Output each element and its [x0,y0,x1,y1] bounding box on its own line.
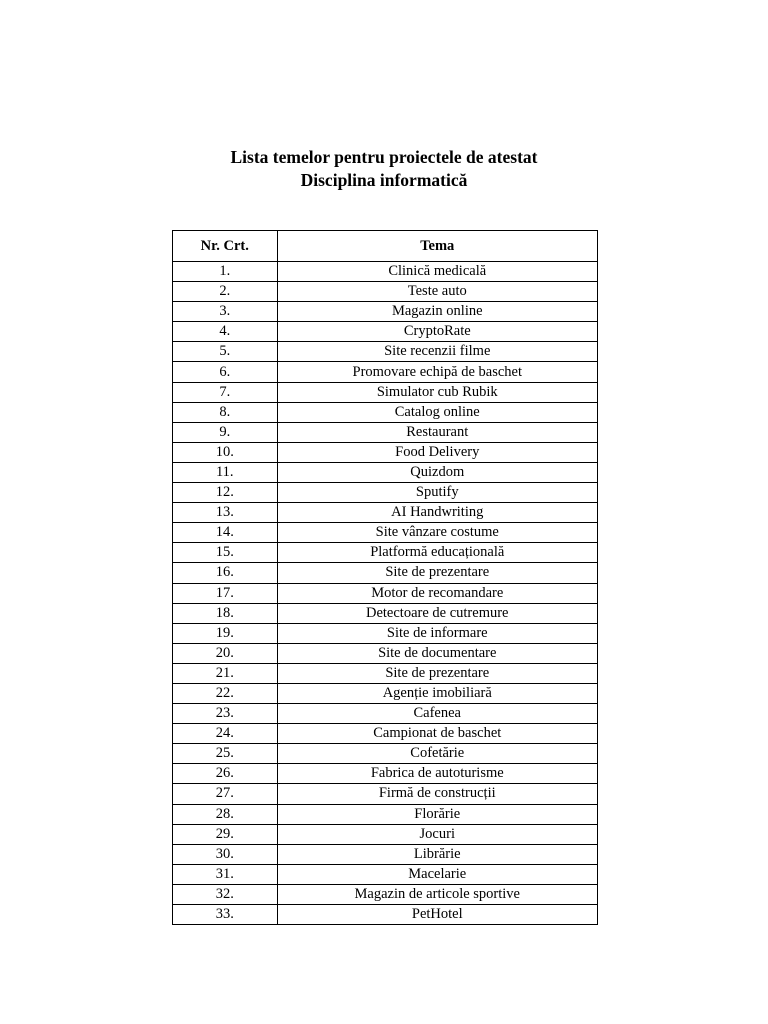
row-number: 9. [173,422,278,442]
table-row [173,442,598,462]
table-row [173,764,598,784]
row-topic: Site recenzii filme [277,342,597,362]
row-topic: Platformă educațională [277,543,597,563]
row-topic: Jocuri [277,824,597,844]
table-row [173,382,598,402]
row-topic: Agenție imobiliară [277,683,597,703]
row-number: 16. [173,563,278,583]
row-number: 20. [173,643,278,663]
row-number: 26. [173,764,278,784]
row-number: 5. [173,342,278,362]
table-row [173,884,598,904]
row-topic: Catalog online [277,402,597,422]
row-number: 33. [173,905,278,925]
table-row [173,683,598,703]
table-row [173,905,598,925]
table-row [173,422,598,442]
row-topic: PetHotel [277,905,597,925]
title-line-2: Disciplina informatică [300,170,468,190]
row-topic: Detectoare de cutremure [277,603,597,623]
row-topic: Clinică medicală [277,262,597,282]
row-number: 25. [173,744,278,764]
row-number: 6. [173,362,278,382]
title-line-1: Lista temelor pentru proiectele de atestat [230,147,538,167]
table-row [173,864,598,884]
table-row [173,503,598,523]
row-number: 18. [173,603,278,623]
row-topic: Florărie [277,804,597,824]
row-topic: Site de informare [277,623,597,643]
row-topic: Firmă de construcții [277,784,597,804]
row-topic: Site de documentare [277,643,597,663]
table-row [173,744,598,764]
table-body [173,262,598,925]
table-row [173,462,598,482]
row-number: 19. [173,623,278,643]
table-row [173,583,598,603]
table-row [173,302,598,322]
row-number: 21. [173,663,278,683]
table-row [173,402,598,422]
row-number: 17. [173,583,278,603]
row-number: 3. [173,302,278,322]
table-row [173,362,598,382]
row-topic: Cafenea [277,704,597,724]
row-number: 14. [173,523,278,543]
row-number: 29. [173,824,278,844]
row-number: 12. [173,483,278,503]
row-topic: Promovare echipă de baschet [277,362,597,382]
row-topic: Site de prezentare [277,663,597,683]
row-topic: Magazin online [277,302,597,322]
row-number: 28. [173,804,278,824]
row-topic: AI Handwriting [277,503,597,523]
row-topic: Librărie [277,844,597,864]
table-header [173,231,598,262]
table-row [173,623,598,643]
row-topic: Cofetărie [277,744,597,764]
row-number: 11. [173,462,278,482]
row-topic: Motor de recomandare [277,583,597,603]
row-topic: Teste auto [277,282,597,302]
row-topic: Sputify [277,483,597,503]
row-number: 1. [173,262,278,282]
row-number: 32. [173,884,278,904]
row-topic: Restaurant [277,422,597,442]
table-row [173,643,598,663]
table-row [173,844,598,864]
table-row [173,262,598,282]
row-topic: Site vânzare costume [277,523,597,543]
row-topic: CryptoRate [277,322,597,342]
table-row [173,724,598,744]
header-nr-crt: Nr. Crt. [173,231,278,262]
row-topic: Macelarie [277,864,597,884]
row-topic: Site de prezentare [277,563,597,583]
table-row [173,282,598,302]
row-topic: Magazin de articole sportive [277,884,597,904]
table-row [173,704,598,724]
table-row [173,824,598,844]
row-number: 23. [173,704,278,724]
row-number: 31. [173,864,278,884]
row-number: 7. [173,382,278,402]
row-number: 27. [173,784,278,804]
table-row [173,784,598,804]
row-topic: Food Delivery [277,442,597,462]
topics-table [172,230,598,925]
table-row [173,603,598,623]
row-number: 15. [173,543,278,563]
table-row [173,523,598,543]
row-number: 2. [173,282,278,302]
table-row [173,342,598,362]
table-row [173,483,598,503]
table-row [173,804,598,824]
row-topic: Quizdom [277,462,597,482]
row-number: 13. [173,503,278,523]
row-number: 22. [173,683,278,703]
document-title [0,146,768,192]
table-row [173,563,598,583]
table-row [173,543,598,563]
row-number: 10. [173,442,278,462]
header-row [173,231,598,262]
row-topic: Fabrica de autoturisme [277,764,597,784]
row-topic: Campionat de baschet [277,724,597,744]
header-tema: Tema [277,231,597,262]
row-number: 8. [173,402,278,422]
row-number: 30. [173,844,278,864]
table-row [173,322,598,342]
row-number: 24. [173,724,278,744]
row-number: 4. [173,322,278,342]
row-topic: Simulator cub Rubik [277,382,597,402]
table-row [173,663,598,683]
